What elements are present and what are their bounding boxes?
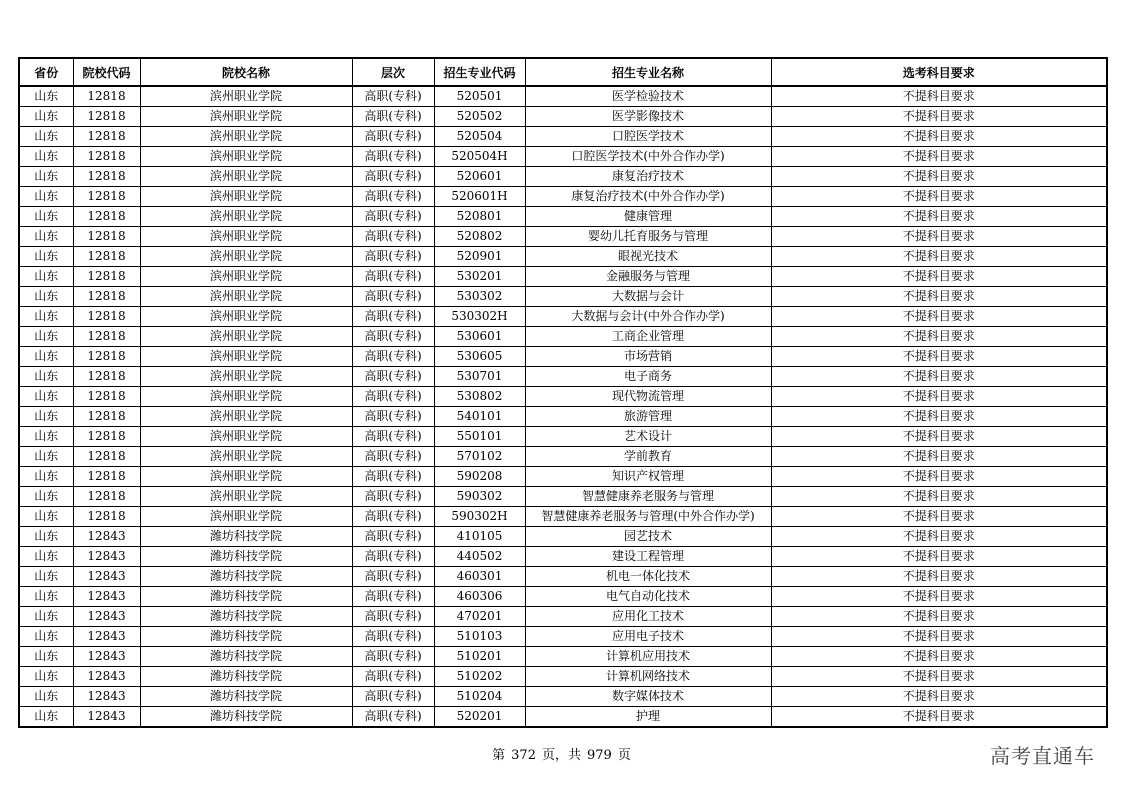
cell-major-name: 医学影像技术: [525, 107, 771, 127]
cell-school-code: 12818: [73, 507, 140, 527]
cell-major-name: 护理: [525, 707, 771, 728]
cell-province: 山东: [19, 127, 73, 147]
cell-subject-requirement: 不提科目要求: [771, 147, 1107, 167]
cell-level: 高职(专科): [352, 447, 434, 467]
cell-level: 高职(专科): [352, 347, 434, 367]
admissions-table: [18, 57, 1108, 728]
cell-school-name: 滨州职业学院: [140, 187, 352, 207]
cell-school-code: 12843: [73, 707, 140, 728]
table-row: [19, 127, 1107, 147]
cell-province: 山东: [19, 167, 73, 187]
cell-province: 山东: [19, 107, 73, 127]
cell-school-name: 滨州职业学院: [140, 147, 352, 167]
cell-major-code: 590208: [434, 467, 525, 487]
cell-level: 高职(专科): [352, 207, 434, 227]
header-school-name: 院校名称: [140, 58, 352, 86]
cell-school-code: 12818: [73, 407, 140, 427]
cell-school-code: 12818: [73, 127, 140, 147]
table-row: [19, 707, 1107, 728]
cell-school-name: 滨州职业学院: [140, 427, 352, 447]
cell-province: 山东: [19, 567, 73, 587]
header-major-code: 招生专业代码: [434, 58, 525, 86]
cell-school-code: 12843: [73, 687, 140, 707]
cell-province: 山东: [19, 547, 73, 567]
cell-province: 山东: [19, 407, 73, 427]
cell-level: 高职(专科): [352, 267, 434, 287]
cell-major-code: 530302H: [434, 307, 525, 327]
table-row: [19, 687, 1107, 707]
cell-province: 山东: [19, 467, 73, 487]
cell-level: 高职(专科): [352, 287, 434, 307]
cell-major-code: 520601H: [434, 187, 525, 207]
cell-major-name: 园艺技术: [525, 527, 771, 547]
cell-level: 高职(专科): [352, 367, 434, 387]
cell-school-name: 滨州职业学院: [140, 207, 352, 227]
table-row: [19, 507, 1107, 527]
cell-level: 高职(专科): [352, 567, 434, 587]
cell-major-code: 520504: [434, 127, 525, 147]
table-row: [19, 207, 1107, 227]
cell-school-code: 12843: [73, 667, 140, 687]
cell-province: 山东: [19, 267, 73, 287]
cell-province: 山东: [19, 307, 73, 327]
cell-level: 高职(专科): [352, 86, 434, 107]
cell-province: 山东: [19, 707, 73, 728]
cell-school-name: 滨州职业学院: [140, 267, 352, 287]
cell-major-name: 健康管理: [525, 207, 771, 227]
cell-major-name: 电气自动化技术: [525, 587, 771, 607]
cell-major-name: 应用化工技术: [525, 607, 771, 627]
cell-major-code: 520201: [434, 707, 525, 728]
cell-major-code: 440502: [434, 547, 525, 567]
cell-school-code: 12818: [73, 447, 140, 467]
cell-level: 高职(专科): [352, 607, 434, 627]
cell-subject-requirement: 不提科目要求: [771, 407, 1107, 427]
cell-level: 高职(专科): [352, 307, 434, 327]
cell-level: 高职(专科): [352, 167, 434, 187]
cell-school-code: 12818: [73, 307, 140, 327]
cell-subject-requirement: 不提科目要求: [771, 627, 1107, 647]
cell-school-code: 12818: [73, 387, 140, 407]
cell-province: 山东: [19, 287, 73, 307]
cell-major-name: 大数据与会计: [525, 287, 771, 307]
cell-major-name: 智慧健康养老服务与管理(中外合作办学): [525, 507, 771, 527]
cell-subject-requirement: 不提科目要求: [771, 307, 1107, 327]
cell-major-name: 计算机网络技术: [525, 667, 771, 687]
cell-level: 高职(专科): [352, 587, 434, 607]
table-row: [19, 327, 1107, 347]
cell-subject-requirement: 不提科目要求: [771, 267, 1107, 287]
cell-school-code: 12818: [73, 467, 140, 487]
cell-school-code: 12843: [73, 627, 140, 647]
cell-school-name: 潍坊科技学院: [140, 547, 352, 567]
table-row: [19, 167, 1107, 187]
cell-major-code: 510202: [434, 667, 525, 687]
cell-major-name: 市场营销: [525, 347, 771, 367]
cell-subject-requirement: 不提科目要求: [771, 587, 1107, 607]
cell-major-name: 建设工程管理: [525, 547, 771, 567]
cell-school-name: 潍坊科技学院: [140, 587, 352, 607]
cell-major-code: 510103: [434, 627, 525, 647]
footer-page-number: 372: [511, 748, 536, 763]
cell-school-code: 12818: [73, 267, 140, 287]
cell-level: 高职(专科): [352, 707, 434, 728]
table-row: [19, 407, 1107, 427]
cell-school-name: 潍坊科技学院: [140, 707, 352, 728]
cell-school-name: 潍坊科技学院: [140, 667, 352, 687]
cell-province: 山东: [19, 86, 73, 107]
cell-school-code: 12843: [73, 647, 140, 667]
cell-major-code: 460301: [434, 567, 525, 587]
table-row: [19, 427, 1107, 447]
page-footer: [0, 744, 1123, 763]
cell-major-name: 金融服务与管理: [525, 267, 771, 287]
cell-major-name: 康复治疗技术(中外合作办学): [525, 187, 771, 207]
table-row: [19, 467, 1107, 487]
cell-level: 高职(专科): [352, 627, 434, 647]
cell-level: 高职(专科): [352, 487, 434, 507]
cell-major-name: 大数据与会计(中外合作办学): [525, 307, 771, 327]
table-row: [19, 587, 1107, 607]
table-row: [19, 107, 1107, 127]
cell-subject-requirement: 不提科目要求: [771, 207, 1107, 227]
cell-subject-requirement: 不提科目要求: [771, 287, 1107, 307]
table-row: [19, 527, 1107, 547]
cell-subject-requirement: 不提科目要求: [771, 487, 1107, 507]
cell-level: 高职(专科): [352, 187, 434, 207]
cell-school-code: 12843: [73, 547, 140, 567]
cell-major-name: 医学检验技术: [525, 86, 771, 107]
cell-subject-requirement: 不提科目要求: [771, 387, 1107, 407]
cell-level: 高职(专科): [352, 467, 434, 487]
table-body: [19, 86, 1107, 727]
footer-total-pages: 979: [587, 748, 612, 763]
cell-subject-requirement: 不提科目要求: [771, 467, 1107, 487]
cell-major-name: 应用电子技术: [525, 627, 771, 647]
table-row: [19, 387, 1107, 407]
cell-school-name: 潍坊科技学院: [140, 627, 352, 647]
cell-major-name: 电子商务: [525, 367, 771, 387]
cell-school-name: 潍坊科技学院: [140, 687, 352, 707]
header-subject-requirement: 选考科目要求: [771, 58, 1107, 86]
cell-subject-requirement: 不提科目要求: [771, 107, 1107, 127]
cell-major-name: 眼视光技术: [525, 247, 771, 267]
header-level: 层次: [352, 58, 434, 86]
cell-province: 山东: [19, 507, 73, 527]
footer-prefix: 第: [492, 748, 506, 763]
cell-major-name: 口腔医学技术: [525, 127, 771, 147]
table-row: [19, 287, 1107, 307]
cell-school-name: 滨州职业学院: [140, 167, 352, 187]
cell-major-name: 机电一体化技术: [525, 567, 771, 587]
cell-major-code: 530302: [434, 287, 525, 307]
cell-school-code: 12843: [73, 587, 140, 607]
cell-major-name: 婴幼儿托育服务与管理: [525, 227, 771, 247]
cell-school-name: 滨州职业学院: [140, 447, 352, 467]
cell-major-name: 口腔医学技术(中外合作办学): [525, 147, 771, 167]
cell-major-name: 康复治疗技术: [525, 167, 771, 187]
cell-school-name: 滨州职业学院: [140, 307, 352, 327]
table-row: [19, 347, 1107, 367]
table-row: [19, 307, 1107, 327]
cell-level: 高职(专科): [352, 387, 434, 407]
cell-subject-requirement: 不提科目要求: [771, 167, 1107, 187]
cell-level: 高职(专科): [352, 247, 434, 267]
cell-school-name: 滨州职业学院: [140, 347, 352, 367]
cell-subject-requirement: 不提科目要求: [771, 187, 1107, 207]
cell-major-code: 520802: [434, 227, 525, 247]
cell-subject-requirement: 不提科目要求: [771, 227, 1107, 247]
document-sheet: [18, 57, 1106, 728]
watermark-logo-text: 高考直通车: [990, 744, 1095, 768]
table-row: [19, 567, 1107, 587]
cell-school-name: 潍坊科技学院: [140, 527, 352, 547]
cell-school-code: 12818: [73, 287, 140, 307]
cell-subject-requirement: 不提科目要求: [771, 247, 1107, 267]
cell-school-name: 滨州职业学院: [140, 327, 352, 347]
cell-major-name: 计算机应用技术: [525, 647, 771, 667]
cell-school-code: 12818: [73, 147, 140, 167]
cell-level: 高职(专科): [352, 687, 434, 707]
cell-province: 山东: [19, 447, 73, 467]
table-row: [19, 447, 1107, 467]
cell-major-code: 460306: [434, 587, 525, 607]
cell-subject-requirement: 不提科目要求: [771, 327, 1107, 347]
cell-level: 高职(专科): [352, 227, 434, 247]
cell-school-name: 滨州职业学院: [140, 107, 352, 127]
table-row: [19, 367, 1107, 387]
cell-level: 高职(专科): [352, 647, 434, 667]
cell-school-name: 滨州职业学院: [140, 387, 352, 407]
table-row: [19, 187, 1107, 207]
cell-major-code: 530701: [434, 367, 525, 387]
cell-level: 高职(专科): [352, 107, 434, 127]
cell-subject-requirement: 不提科目要求: [771, 547, 1107, 567]
cell-school-name: 潍坊科技学院: [140, 567, 352, 587]
cell-subject-requirement: 不提科目要求: [771, 607, 1107, 627]
cell-major-name: 旅游管理: [525, 407, 771, 427]
cell-level: 高职(专科): [352, 547, 434, 567]
cell-school-code: 12818: [73, 107, 140, 127]
cell-major-code: 530605: [434, 347, 525, 367]
cell-subject-requirement: 不提科目要求: [771, 567, 1107, 587]
cell-school-code: 12818: [73, 187, 140, 207]
cell-school-code: 12818: [73, 167, 140, 187]
cell-major-code: 540101: [434, 407, 525, 427]
cell-major-code: 520901: [434, 247, 525, 267]
cell-major-name: 工商企业管理: [525, 327, 771, 347]
cell-major-code: 570102: [434, 447, 525, 467]
footer-middle: 页，共: [541, 748, 581, 763]
table-row: [19, 247, 1107, 267]
cell-major-name: 学前教育: [525, 447, 771, 467]
cell-subject-requirement: 不提科目要求: [771, 86, 1107, 107]
cell-major-name: 知识产权管理: [525, 467, 771, 487]
cell-province: 山东: [19, 607, 73, 627]
cell-major-code: 590302H: [434, 507, 525, 527]
cell-major-code: 550101: [434, 427, 525, 447]
cell-school-name: 滨州职业学院: [140, 367, 352, 387]
cell-school-name: 滨州职业学院: [140, 487, 352, 507]
table-row: [19, 647, 1107, 667]
table-row: [19, 607, 1107, 627]
table-row: [19, 627, 1107, 647]
table-row: [19, 267, 1107, 287]
cell-subject-requirement: 不提科目要求: [771, 687, 1107, 707]
footer-suffix: 页: [617, 748, 631, 763]
cell-major-code: 410105: [434, 527, 525, 547]
table-row: [19, 86, 1107, 107]
header-province: 省份: [19, 58, 73, 86]
cell-subject-requirement: 不提科目要求: [771, 127, 1107, 147]
cell-major-code: 530601: [434, 327, 525, 347]
cell-subject-requirement: 不提科目要求: [771, 647, 1107, 667]
cell-school-code: 12818: [73, 327, 140, 347]
cell-school-code: 12818: [73, 487, 140, 507]
table-row: [19, 547, 1107, 567]
cell-school-code: 12818: [73, 86, 140, 107]
cell-level: 高职(专科): [352, 507, 434, 527]
cell-school-code: 12843: [73, 527, 140, 547]
cell-province: 山东: [19, 667, 73, 687]
cell-major-code: 530201: [434, 267, 525, 287]
cell-province: 山东: [19, 327, 73, 347]
cell-school-name: 滨州职业学院: [140, 247, 352, 267]
cell-school-name: 潍坊科技学院: [140, 607, 352, 627]
cell-level: 高职(专科): [352, 127, 434, 147]
cell-province: 山东: [19, 207, 73, 227]
cell-major-code: 530802: [434, 387, 525, 407]
cell-subject-requirement: 不提科目要求: [771, 507, 1107, 527]
cell-province: 山东: [19, 227, 73, 247]
cell-major-code: 520601: [434, 167, 525, 187]
cell-school-name: 滨州职业学院: [140, 287, 352, 307]
cell-level: 高职(专科): [352, 427, 434, 447]
cell-province: 山东: [19, 527, 73, 547]
cell-level: 高职(专科): [352, 407, 434, 427]
cell-major-code: 510204: [434, 687, 525, 707]
cell-province: 山东: [19, 187, 73, 207]
cell-major-code: 520502: [434, 107, 525, 127]
cell-province: 山东: [19, 147, 73, 167]
table-row: [19, 147, 1107, 167]
cell-major-name: 现代物流管理: [525, 387, 771, 407]
table-row: [19, 487, 1107, 507]
cell-school-code: 12818: [73, 227, 140, 247]
cell-subject-requirement: 不提科目要求: [771, 367, 1107, 387]
cell-major-name: 艺术设计: [525, 427, 771, 447]
cell-school-code: 12818: [73, 427, 140, 447]
cell-major-code: 470201: [434, 607, 525, 627]
cell-major-name: 数字媒体技术: [525, 687, 771, 707]
cell-school-code: 12818: [73, 367, 140, 387]
cell-school-name: 滨州职业学院: [140, 227, 352, 247]
cell-school-code: 12843: [73, 607, 140, 627]
cell-major-code: 520501: [434, 86, 525, 107]
cell-subject-requirement: 不提科目要求: [771, 667, 1107, 687]
cell-province: 山东: [19, 247, 73, 267]
cell-province: 山东: [19, 487, 73, 507]
cell-school-name: 滨州职业学院: [140, 507, 352, 527]
cell-province: 山东: [19, 387, 73, 407]
cell-major-code: 590302: [434, 487, 525, 507]
cell-level: 高职(专科): [352, 147, 434, 167]
cell-major-code: 510201: [434, 647, 525, 667]
cell-major-name: 智慧健康养老服务与管理: [525, 487, 771, 507]
cell-level: 高职(专科): [352, 667, 434, 687]
cell-school-name: 潍坊科技学院: [140, 647, 352, 667]
cell-province: 山东: [19, 627, 73, 647]
cell-school-name: 滨州职业学院: [140, 467, 352, 487]
header-school-code: 院校代码: [73, 58, 140, 86]
cell-level: 高职(专科): [352, 527, 434, 547]
cell-major-code: 520504H: [434, 147, 525, 167]
cell-school-name: 滨州职业学院: [140, 86, 352, 107]
cell-subject-requirement: 不提科目要求: [771, 707, 1107, 728]
cell-subject-requirement: 不提科目要求: [771, 427, 1107, 447]
cell-province: 山东: [19, 367, 73, 387]
cell-province: 山东: [19, 687, 73, 707]
cell-level: 高职(专科): [352, 327, 434, 347]
cell-subject-requirement: 不提科目要求: [771, 347, 1107, 367]
table-row: [19, 667, 1107, 687]
cell-school-code: 12818: [73, 247, 140, 267]
header-row: [19, 58, 1107, 86]
header-major-name: 招生专业名称: [525, 58, 771, 86]
cell-subject-requirement: 不提科目要求: [771, 447, 1107, 467]
table-row: [19, 227, 1107, 247]
cell-school-code: 12818: [73, 347, 140, 367]
cell-province: 山东: [19, 587, 73, 607]
cell-province: 山东: [19, 347, 73, 367]
cell-school-code: 12818: [73, 207, 140, 227]
cell-subject-requirement: 不提科目要求: [771, 527, 1107, 547]
cell-school-code: 12843: [73, 567, 140, 587]
cell-province: 山东: [19, 647, 73, 667]
cell-province: 山东: [19, 427, 73, 447]
cell-major-code: 520801: [434, 207, 525, 227]
cell-school-name: 滨州职业学院: [140, 407, 352, 427]
cell-school-name: 滨州职业学院: [140, 127, 352, 147]
